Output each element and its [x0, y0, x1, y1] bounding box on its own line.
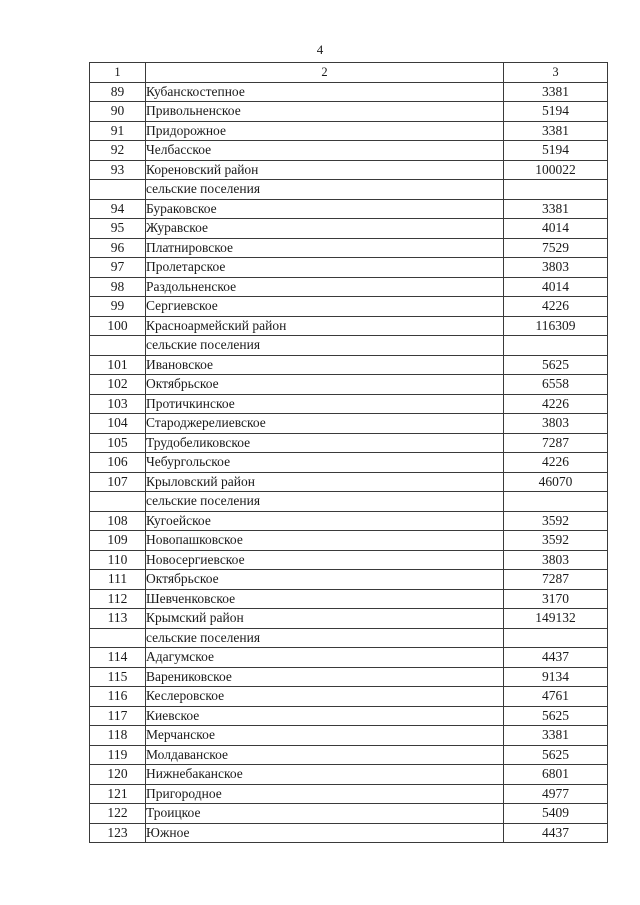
row-number: 118 — [90, 726, 146, 746]
row-value: 9134 — [504, 667, 608, 687]
row-value: 3381 — [504, 121, 608, 141]
row-name: Мерчанское — [146, 726, 504, 746]
table-row — [90, 784, 608, 804]
table-row — [90, 433, 608, 453]
table-row — [90, 375, 608, 395]
row-value: 4226 — [504, 453, 608, 473]
row-number: 105 — [90, 433, 146, 453]
row-name: Кубанскостепное — [146, 82, 504, 102]
header-col-3: 3 — [504, 63, 608, 83]
row-value: 3803 — [504, 414, 608, 434]
table-row — [90, 804, 608, 824]
table-row — [90, 823, 608, 843]
table-row — [90, 609, 608, 629]
row-number: 101 — [90, 355, 146, 375]
row-name: сельские поселения — [146, 336, 504, 356]
row-number: 91 — [90, 121, 146, 141]
row-value: 3381 — [504, 199, 608, 219]
row-name: Ивановское — [146, 355, 504, 375]
row-name: Протичкинское — [146, 394, 504, 414]
row-value: 46070 — [504, 472, 608, 492]
row-name: Октябрьское — [146, 570, 504, 590]
row-name: Южное — [146, 823, 504, 843]
row-value: 4226 — [504, 297, 608, 317]
table-row — [90, 258, 608, 278]
row-name: Челбасское — [146, 141, 504, 161]
row-value: 4014 — [504, 219, 608, 239]
row-name: Раздольненское — [146, 277, 504, 297]
row-value: 6558 — [504, 375, 608, 395]
header-row — [90, 63, 608, 83]
allocation-table — [89, 62, 608, 843]
table-row — [90, 745, 608, 765]
row-value: 5194 — [504, 141, 608, 161]
row-number: 96 — [90, 238, 146, 258]
row-number: 99 — [90, 297, 146, 317]
row-name: Крымский район — [146, 609, 504, 629]
table-row — [90, 511, 608, 531]
row-number: 119 — [90, 745, 146, 765]
table-row — [90, 336, 608, 356]
row-number: 108 — [90, 511, 146, 531]
row-name: Красноармейский район — [146, 316, 504, 336]
row-number: 102 — [90, 375, 146, 395]
table-row — [90, 648, 608, 668]
table-row — [90, 141, 608, 161]
row-name: сельские поселения — [146, 628, 504, 648]
row-value: 5625 — [504, 745, 608, 765]
row-number: 112 — [90, 589, 146, 609]
row-value — [504, 336, 608, 356]
row-name: Кореновский район — [146, 160, 504, 180]
table-row — [90, 238, 608, 258]
row-value: 5409 — [504, 804, 608, 824]
row-number: 98 — [90, 277, 146, 297]
row-name: Адагумское — [146, 648, 504, 668]
row-name: Придорожное — [146, 121, 504, 141]
row-value — [504, 180, 608, 200]
row-value: 7529 — [504, 238, 608, 258]
row-number: 116 — [90, 687, 146, 707]
row-value: 7287 — [504, 433, 608, 453]
table-row — [90, 706, 608, 726]
table-row — [90, 628, 608, 648]
row-number: 97 — [90, 258, 146, 278]
row-number: 104 — [90, 414, 146, 434]
row-value: 4437 — [504, 823, 608, 843]
row-number: 120 — [90, 765, 146, 785]
row-number: 122 — [90, 804, 146, 824]
row-name: Пригородное — [146, 784, 504, 804]
row-number: 103 — [90, 394, 146, 414]
row-name: сельские поселения — [146, 180, 504, 200]
table-row — [90, 667, 608, 687]
row-name: Кеслеровское — [146, 687, 504, 707]
table-row — [90, 121, 608, 141]
row-value: 116309 — [504, 316, 608, 336]
table-row — [90, 550, 608, 570]
table-row — [90, 394, 608, 414]
row-value: 3803 — [504, 550, 608, 570]
table-row — [90, 414, 608, 434]
table-row — [90, 570, 608, 590]
row-number: 89 — [90, 82, 146, 102]
table-row — [90, 316, 608, 336]
header-col-1: 1 — [90, 63, 146, 83]
table-row — [90, 726, 608, 746]
row-number: 95 — [90, 219, 146, 239]
row-name: Трудобеликовское — [146, 433, 504, 453]
table-row — [90, 180, 608, 200]
row-name: Октябрьское — [146, 375, 504, 395]
row-value: 4226 — [504, 394, 608, 414]
table-row — [90, 297, 608, 317]
table-row — [90, 472, 608, 492]
row-number: 117 — [90, 706, 146, 726]
table-row — [90, 199, 608, 219]
table-row — [90, 82, 608, 102]
row-number — [90, 628, 146, 648]
page-number: 4 — [316, 42, 324, 57]
table-row — [90, 453, 608, 473]
row-number: 90 — [90, 102, 146, 122]
header-col-2: 2 — [146, 63, 504, 83]
row-number: 121 — [90, 784, 146, 804]
row-value: 3592 — [504, 531, 608, 551]
row-number: 111 — [90, 570, 146, 590]
row-number: 109 — [90, 531, 146, 551]
table-row — [90, 277, 608, 297]
row-name: Староджерелиевское — [146, 414, 504, 434]
row-number: 93 — [90, 160, 146, 180]
row-value: 6801 — [504, 765, 608, 785]
table-row — [90, 219, 608, 239]
row-name: Сергиевское — [146, 297, 504, 317]
table-row — [90, 355, 608, 375]
row-name: Чебургольское — [146, 453, 504, 473]
table-row — [90, 492, 608, 512]
row-value: 3381 — [504, 726, 608, 746]
row-value: 4437 — [504, 648, 608, 668]
row-number — [90, 180, 146, 200]
row-name: Пролетарское — [146, 258, 504, 278]
table-row — [90, 765, 608, 785]
table-row — [90, 160, 608, 180]
row-value: 5194 — [504, 102, 608, 122]
row-name: сельские поселения — [146, 492, 504, 512]
row-number: 110 — [90, 550, 146, 570]
row-name: Журавское — [146, 219, 504, 239]
row-name: Новосергиевское — [146, 550, 504, 570]
row-value: 5625 — [504, 355, 608, 375]
row-number — [90, 492, 146, 512]
row-number: 94 — [90, 199, 146, 219]
row-value — [504, 628, 608, 648]
row-value: 3170 — [504, 589, 608, 609]
row-name: Крыловский район — [146, 472, 504, 492]
table-row — [90, 531, 608, 551]
row-value: 4014 — [504, 277, 608, 297]
row-name: Молдаванское — [146, 745, 504, 765]
row-name: Варениковское — [146, 667, 504, 687]
row-number — [90, 336, 146, 356]
row-value: 3381 — [504, 82, 608, 102]
row-number: 100 — [90, 316, 146, 336]
table-body — [90, 63, 608, 843]
row-name: Нижнебаканское — [146, 765, 504, 785]
row-value: 4977 — [504, 784, 608, 804]
table-row — [90, 102, 608, 122]
row-number: 114 — [90, 648, 146, 668]
row-name: Кугоейское — [146, 511, 504, 531]
row-number: 106 — [90, 453, 146, 473]
row-number: 107 — [90, 472, 146, 492]
row-value: 3592 — [504, 511, 608, 531]
row-number: 92 — [90, 141, 146, 161]
table-row — [90, 589, 608, 609]
row-value: 149132 — [504, 609, 608, 629]
row-value: 100022 — [504, 160, 608, 180]
row-value: 3803 — [504, 258, 608, 278]
row-number: 115 — [90, 667, 146, 687]
row-name: Платнировское — [146, 238, 504, 258]
row-name: Привольненское — [146, 102, 504, 122]
row-name: Троицкое — [146, 804, 504, 824]
row-number: 113 — [90, 609, 146, 629]
row-number: 123 — [90, 823, 146, 843]
row-name: Бураковское — [146, 199, 504, 219]
row-value: 7287 — [504, 570, 608, 590]
row-name: Шевченковское — [146, 589, 504, 609]
row-name: Киевское — [146, 706, 504, 726]
row-value: 5625 — [504, 706, 608, 726]
row-value: 4761 — [504, 687, 608, 707]
row-value — [504, 492, 608, 512]
table-row — [90, 687, 608, 707]
row-name: Новопашковское — [146, 531, 504, 551]
